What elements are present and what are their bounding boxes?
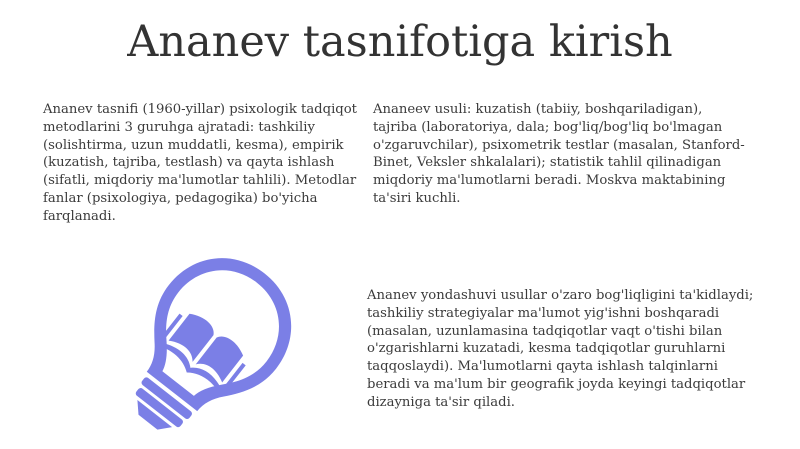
paragraph-right-top: Ananeev usuli: kuzatish (tabiiy, boshqariladigan), tajriba (laboratoriya, dala; bog'liq/bog'liq bo'lmagan o'zgaruvchilar), psixometrik testlar (masalan, Stanford-Binet, Veksler shkalalari); statistik tahlil qilinadigan miqdoriy ma'lumotlarni beradi. Moskva maktabining ta'siri kuchli.: [373, 102, 745, 206]
page-title: Ananev tasnifotiga kirish: [127, 17, 673, 67]
lightbulb-book-icon: [100, 250, 320, 445]
paragraph-right-bottom: Ananev yondashuvi usullar o'zaro bog'liqligini ta'kidlaydi; tashkiliy strategiyalar ma'lumot yig'ishni boshqaradi (masalan, uzunlamasina tadqiqotlar vaqt o'tishi bilan o'zgarishlarni kuzatadi, kesma tadqiqotlar guruhlarni taqqoslaydi). Ma'lumotlarni qayta ishlash talqinlarni beradi va ma'lum bir geografik joyda keyingi tadqiqotlar dizayniga ta'sir qiladi.: [367, 288, 754, 410]
paragraph-left-top: Ananev tasnifi (1960-yillar) psixologik tadqiqot metodlarini 3 guruhga ajratadi: tashkiliy (solishtirma, uzun muddatli, kesma), empirik (kuzatish, tajriba, testlash) va qayta ishlash (sifatli, miqdoriy ma'lumotlar tahlili). Metodlar fanlar (psixologiya, pedagogika) bo'yicha farqlanadi.: [43, 102, 357, 224]
